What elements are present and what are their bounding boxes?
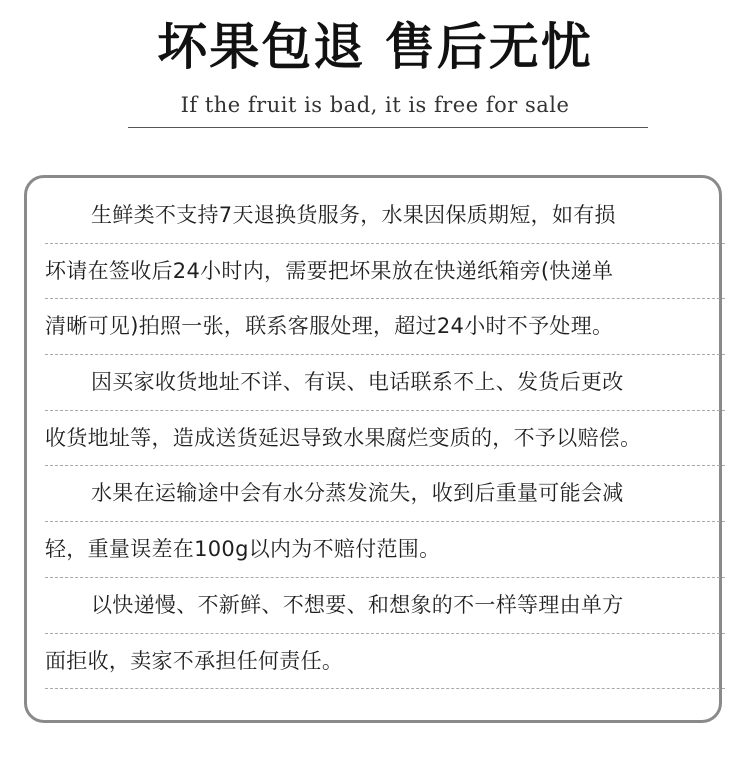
notice-line: 收货地址等，造成送货延迟导致水果腐烂变质的，不予以赔偿。 [45,411,725,467]
notice-line: 因买家收货地址不详、有误、电话联系不上、发货后更改 [45,355,725,411]
title-divider [128,127,648,128]
notice-line: 以快递慢、不新鲜、不想要、和想象的不一样等理由单方 [45,578,725,634]
notice-line: 水果在运输途中会有水分蒸发流失，收到后重量可能会减 [45,466,725,522]
notice-line: 生鲜类不支持7天退换货服务，水果因保质期短，如有损 [45,188,725,244]
after-sales-notice-box [24,175,722,723]
notice-line: 轻，重量误差在100g以内为不赔付范围。 [45,522,725,578]
page-subtitle: If the fruit is bad, it is free for sale [180,93,570,117]
notice-line: 面拒收，卖家不承担任何责任。 [45,634,725,690]
notice-line: 清晰可见)拍照一张，联系客服处理，超过24小时不予处理。 [45,299,725,355]
notice-lines [45,188,725,689]
notice-line: 坏请在签收后24小时内，需要把坏果放在快递纸箱旁(快递单 [45,244,725,300]
page-title: 坏果包退 售后无忧 [157,18,593,76]
